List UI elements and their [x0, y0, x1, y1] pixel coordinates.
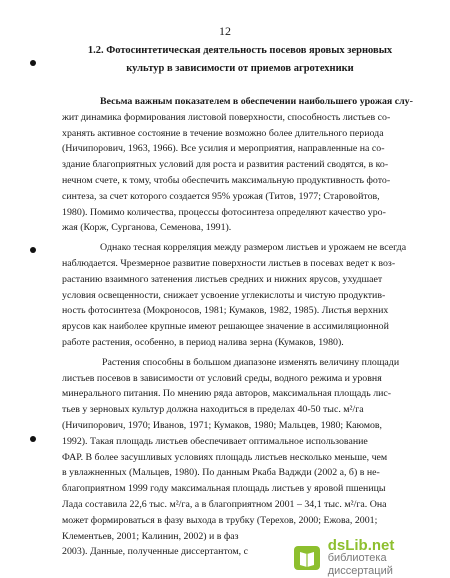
- text-line: Весьма важным показателем в обеспечении наибольшего урожая слу-: [100, 96, 413, 107]
- text-line: минерального питания. По мнению ряда авторов, максимальная площадь лис-: [62, 388, 392, 400]
- section-heading: [60, 42, 420, 78]
- text-line: синтеза, за счет которого создается 95% урожая (Титов, 1977; Старовойтов,: [62, 190, 380, 202]
- text-line: 1992). Такая площадь листьев обеспечивает оптимальное использование: [62, 435, 368, 447]
- margin-dot: [30, 60, 36, 66]
- text-line: 1980). Помимо количества, процессы фотосинтеза определяют качество уро-: [62, 206, 386, 218]
- text-line: растанию взаимного затенения листьев средних и нижних ярусов, ухудшает: [62, 273, 383, 285]
- text-line: листьев посевов в зависимости от условий среды, водного режима и уровня: [62, 372, 382, 384]
- text-line: (Ничипорович, 1970; Иванов, 1971; Кумаков, 1980; Мальцев, 1980; Каюмов,: [62, 419, 383, 431]
- text-line: 2003). Данные, полученные диссертантом, с: [62, 546, 248, 558]
- text-line: Лада составила 22,6 тыс. м²/га, а в благоприятном 2001 – 34,1 тыс. м²/га. Она: [62, 498, 387, 510]
- heading-line: культур в зависимости от приемов агротехники: [126, 63, 354, 74]
- margin-dot: [30, 247, 36, 253]
- text-line: Однако тесная корреляция между размером листьев и урожаем не всегда: [100, 242, 407, 254]
- text-line: ность фотосинтеза (Мокроносов, 1981; Кумаков, 1982, 1985). Листья верхних: [62, 305, 389, 317]
- text-line: нечном счете, к тому, чтобы обеспечить максимальную продуктивность фото-: [62, 174, 391, 186]
- text-line: (Ничипорович, 1963, 1966). Все усилия и мероприятия, направленные на со-: [62, 143, 385, 155]
- body-text: [62, 94, 420, 560]
- text-line: ФАР. В более засушливых условиях площадь листьев несколько меньше, чем: [62, 451, 388, 463]
- text-line: Клементьев, 2001; Калинин, 2002) и в фаз: [62, 530, 239, 542]
- text-line: тьев у зерновых культур должна находиться в пределах 40-50 тыс. м²/га: [62, 404, 364, 416]
- text-line: жая (Корж, Сурганова, Семенова, 1991).: [62, 222, 232, 234]
- book-logo-icon: [291, 541, 324, 575]
- text-line: Растения способны в большом диапазоне изменять величину площади: [102, 356, 400, 368]
- dslib-watermark[interactable]: [287, 538, 450, 578]
- heading-line: 1.2. Фотосинтетическая деятельность посевов яровых зерновых: [87, 45, 393, 56]
- margin-dot: [30, 436, 36, 442]
- watermark-brand: dsLib.net: [327, 536, 395, 554]
- text-line: жит динамика формирования листовой поверхности, способность листьев со-: [62, 111, 391, 123]
- text-line: здание благоприятных условий для роста и развития растений сводятся, в ко-: [62, 159, 389, 171]
- text-line: в увлажненных (Мальцев, 1980). По данным Ркаба Ваджди (2002 а, б) в не-: [62, 467, 380, 479]
- text-line: условия освещенности, снижает усвоение углекислоты и чистую продуктив-: [62, 289, 386, 301]
- text-line: наблюдается. Чрезмерное развитие поверхности листьев в посевах ведет к воз-: [62, 257, 396, 269]
- page-number: 12: [219, 24, 231, 38]
- watermark-subtitle: библиотека диссертаций: [327, 551, 393, 577]
- text-line: благоприятном 1999 году максимальная площадь листьев у яровой пшеницы: [62, 483, 386, 495]
- text-line: ярусов как наиболее крупные имеют решающее значение в ассимиляционной: [62, 321, 389, 333]
- paragraph: [62, 355, 420, 560]
- text-line: работе растения, особенно, в период налива зерна (Кумаков, 1980).: [62, 336, 344, 348]
- paragraph: [62, 94, 420, 236]
- paragraph: [62, 240, 420, 351]
- text-line: может формироваться в фазу выхода в трубку (Терехов, 2000; Ежова, 2001;: [62, 514, 378, 526]
- text-line: хранять активное состояние в течение возможно более длительного периода: [62, 127, 384, 139]
